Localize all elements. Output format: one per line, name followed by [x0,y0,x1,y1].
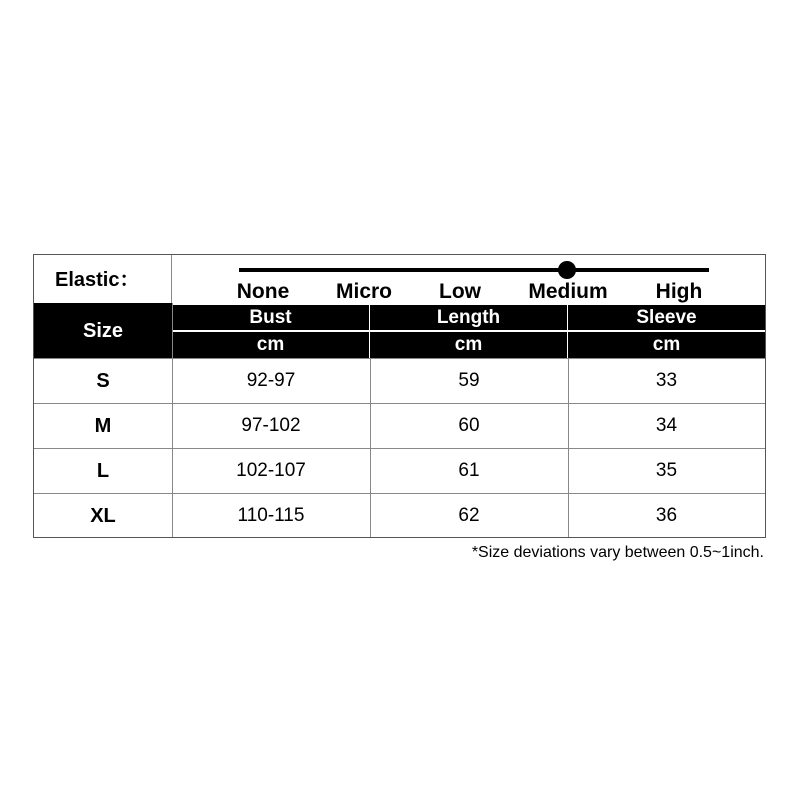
size-deviation-note: *Size deviations vary between 0.5~1inch. [471,544,764,561]
table-header [34,303,765,358]
sleeve-column-header [568,303,765,358]
size-cell: S [96,370,110,392]
elastic-scale-row [34,255,765,303]
elastic-level-marker [558,261,576,279]
sleeve-cell: 35 [655,460,678,481]
column-unit: cm [370,332,567,358]
bust-cell: 97-102 [241,415,301,436]
column-name: Length [370,305,567,330]
sleeve-cell: 34 [655,415,678,436]
column-unit: cm [568,332,765,358]
elastic-level-micro: Micro [335,280,393,303]
elastic-level-high: High [655,280,703,303]
size-chart [33,254,766,538]
column-unit: cm [172,332,369,358]
elastic-level-none: None [236,280,290,303]
elastic-label: Elastic： [34,255,172,303]
length-column-header [370,303,568,358]
length-cell: 59 [458,370,480,391]
elastic-level-medium: Medium [528,280,608,303]
size-cell: XL [90,505,116,527]
size-cell: L [96,460,110,482]
size-column-header: Size [82,320,124,342]
table-row [34,403,765,448]
elastic-scale-line [239,268,709,272]
length-cell: 61 [458,460,480,481]
column-divider [568,358,569,537]
length-cell: 62 [458,505,480,526]
size-cell: M [94,415,112,437]
table-row [34,448,765,493]
column-name: Bust [172,305,369,330]
sleeve-cell: 33 [655,370,678,391]
elastic-level-low: Low [439,280,481,303]
bust-cell: 110-115 [237,505,305,526]
length-cell: 60 [458,415,480,436]
sleeve-cell: 36 [655,505,678,526]
bust-cell: 102-107 [236,460,306,481]
bust-cell: 92-97 [246,370,296,391]
bust-column-header [172,303,370,358]
column-divider [172,303,173,537]
table-row [34,493,765,538]
table-row [34,358,765,403]
column-name: Sleeve [568,305,765,330]
column-divider [370,358,371,537]
